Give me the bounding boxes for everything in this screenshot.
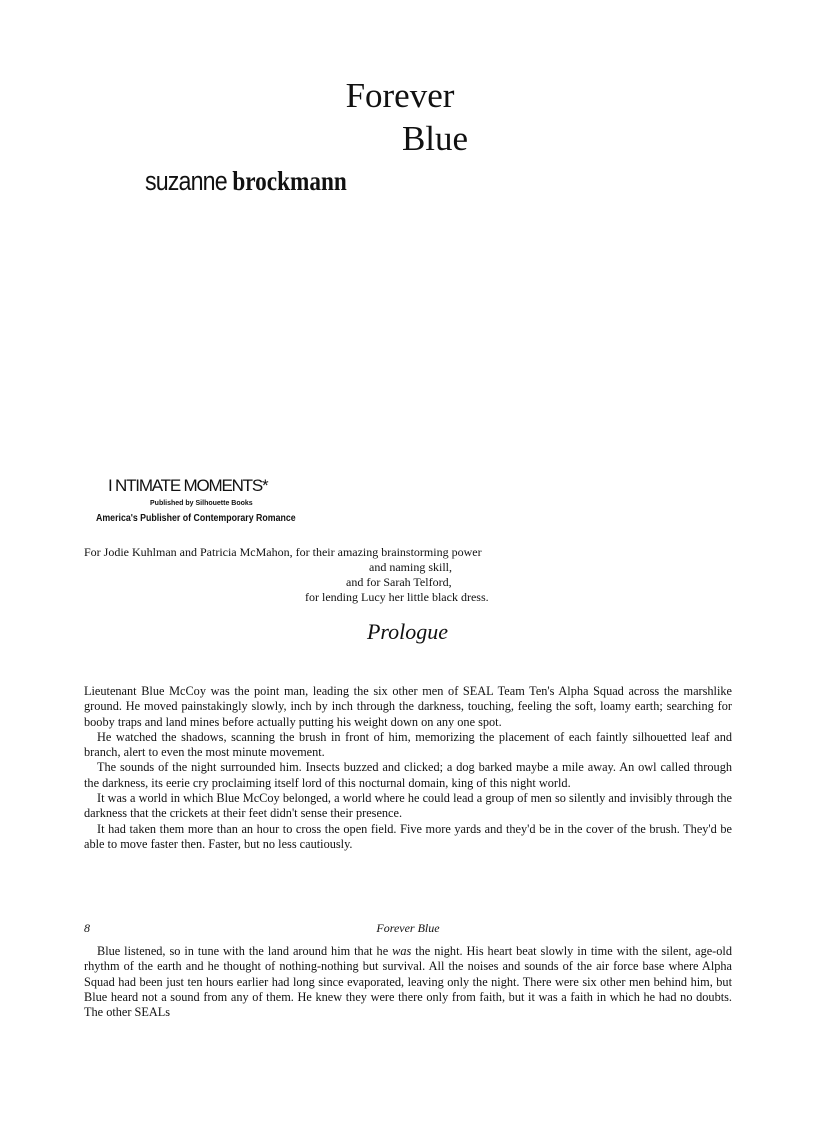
dedication-line: For Jodie Kuhlman and Patricia McMahon, for their amazing brainstorming power [84, 545, 482, 559]
book-title-line-1: Forever [345, 76, 455, 115]
paragraph: Lieutenant Blue McCoy was the point man, leading the six other men of SEAL Team Ten's Alpha Squad across the marshlike ground. He moved painstakingly slowly, inch by inch through the darkness, touching, feeling the soft, loamy earth; searching for booby traps and land mines before actually putting his weight down on any one spot. [84, 684, 732, 729]
body-text [84, 684, 732, 852]
running-head: Forever Blue [376, 921, 440, 935]
imprint-line: I NTIMATE MOMENTS* [108, 476, 268, 495]
page-number: 8 [84, 921, 90, 935]
emphasis: was [392, 944, 412, 958]
chapter-heading: Prologue [366, 619, 449, 644]
paragraph: It had taken them more than an hour to cross the open field. Five more yards and they'd be in the cover of the brush. They'd be able to move faster then. Faster, but no less cautiously. [84, 821, 732, 851]
author-name [145, 166, 347, 197]
dedication-line: for lending Lucy her little black dress. [305, 590, 489, 604]
author-first-name: suzanne [145, 166, 227, 196]
paragraph-text: Blue listened, so in tune with the land around him that he [97, 944, 393, 958]
paragraph: He watched the shadows, scanning the brush in front of him, memorizing the placement of each faintly silhouetted leaf and branch, alert to even the most minute movement. [84, 729, 732, 760]
paragraph: The sounds of the night surrounded him. Insects buzzed and clicked; a dog barked maybe a mile away. An owl called through the darkness, its eerie cry proclaiming itself lord of this nocturnal domain, king of this night world. [84, 760, 732, 790]
paragraph-text: the night. His heart beat slowly in time with the silent, age-old rhythm of the earth and he thought of nothing-nothing but survival. All the noises and sounds of the air force base where Alpha Squad had been just ten hours earlier had long since evaporated, leaving only the night. There were six other men behind him, but Blue heard not a sound from any of them. He knew they were there only from faith, but it was a faith in which he had no doubts. The other SEALs [84, 944, 732, 1020]
dedication-line: and naming skill, [369, 560, 452, 574]
author-last-name: brockmann [232, 166, 347, 196]
publisher-line: Published by Silhouette Books [150, 500, 253, 507]
dedication-line: and for Sarah Telford, [346, 575, 452, 589]
paragraph [84, 944, 732, 1020]
body-text-continued [84, 944, 732, 1020]
book-title-line-2: Blue [401, 119, 469, 158]
paragraph: It was a world in which Blue McCoy belonged, a world where he could lead a group of men so silently and invisibly through the darkness that the crickets at their feet didn't sense their presence. [84, 791, 732, 821]
publisher-tagline: America's Publisher of Contemporary Romance [96, 513, 296, 524]
